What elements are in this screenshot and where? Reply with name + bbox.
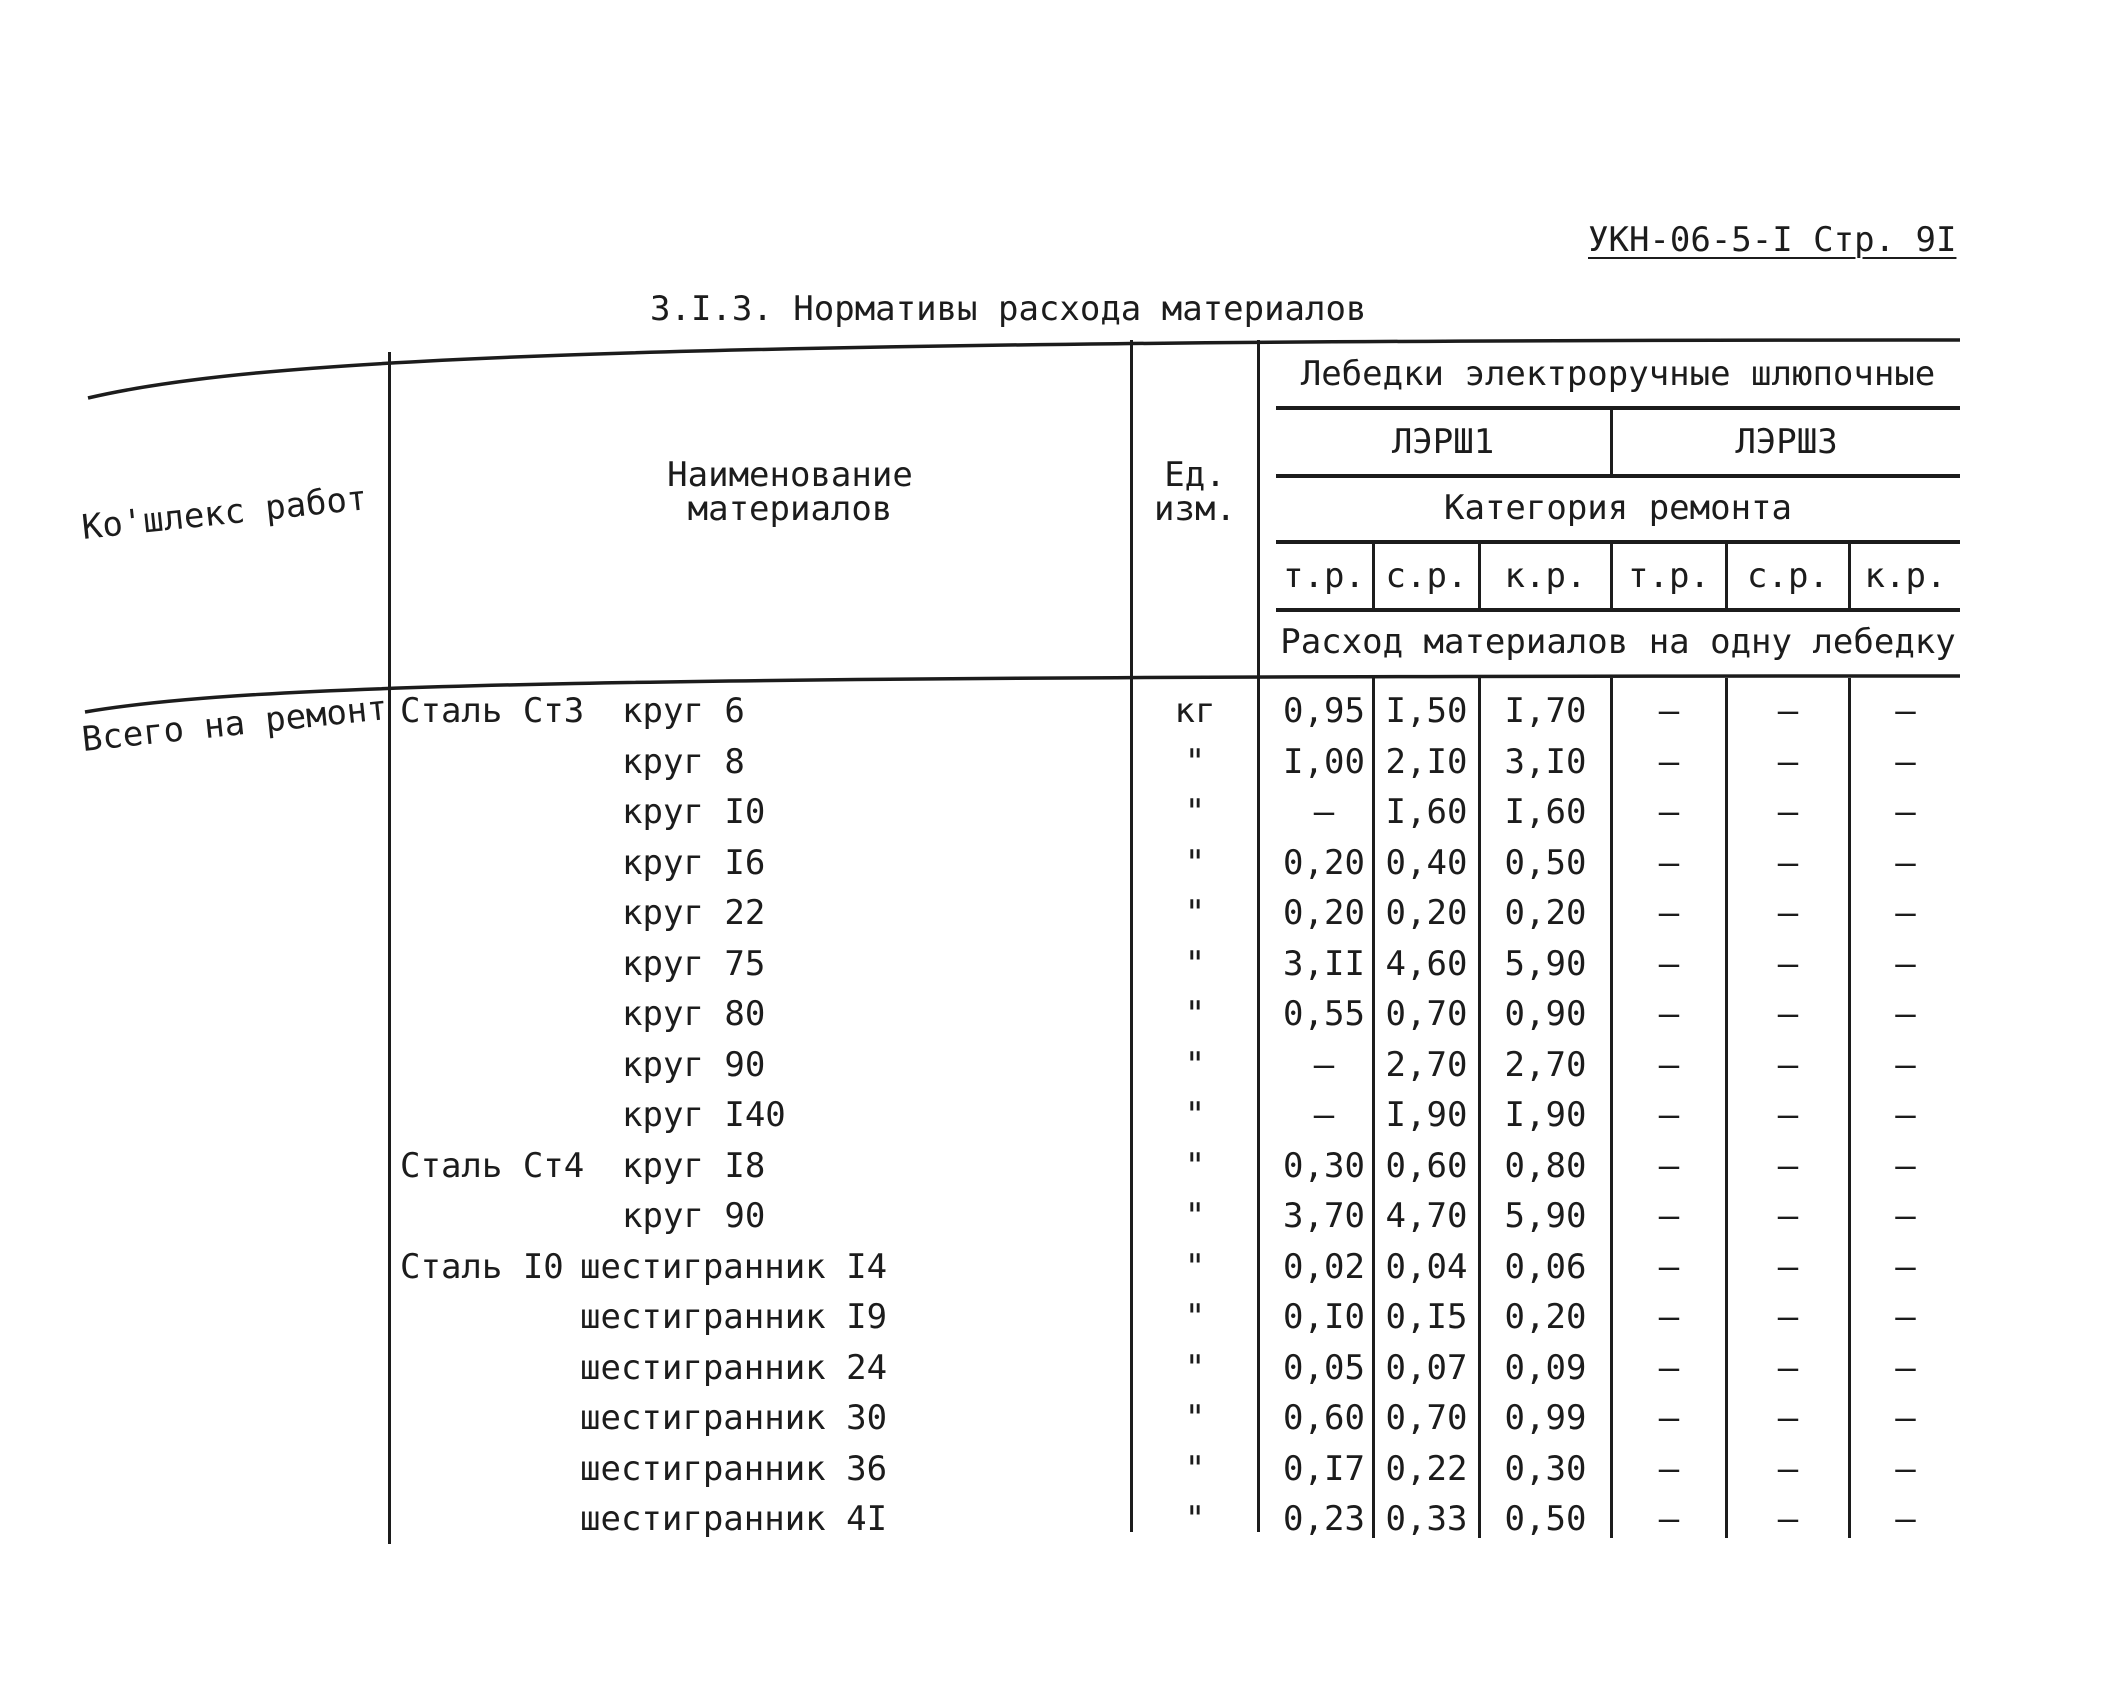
value-cell: 0,23 [1283,1499,1365,1539]
table-row [0,1141,2115,1191]
table-row [0,1292,2115,1342]
value-cell: 0,20 [1504,893,1587,933]
unit-of-measure: " [1184,1297,1206,1337]
value-cell: 0,60 [1385,1145,1468,1186]
material-profile: шестигранник 30 [580,1398,888,1438]
value-cell: – [1895,1499,1916,1539]
unit-of-measure: " [1184,1499,1206,1539]
material-profile: круг 90 [622,1044,766,1085]
material-profile: круг 8 [622,741,745,782]
unit-of-measure: " [1184,1398,1206,1438]
steel-grade: Сталь Ст4 [400,1145,585,1186]
header-material-name: Наименование материалов [667,455,913,529]
unit-of-measure: " [1184,842,1206,883]
value-cell: – [1313,1044,1335,1085]
value-cell: – [1777,1196,1799,1236]
value-cell: – [1895,1398,1916,1438]
value-cell: – [1777,943,1799,984]
value-cell: – [1777,1095,1799,1135]
material-profile: круг 80 [622,994,766,1034]
value-cell: I,90 [1385,1095,1468,1135]
value-cell: – [1895,741,1916,782]
material-profile: круг 6 [622,691,745,731]
unit-of-measure: " [1184,1448,1206,1489]
header-category-2: с.р. [1385,556,1468,596]
header-unit: Ед. изм. [1154,455,1236,529]
value-cell: 0,90 [1504,994,1587,1034]
header-model-2: ЛЭРШ3 [1735,422,1838,462]
value-cell: – [1658,1145,1680,1186]
unit-of-measure: кг [1174,691,1216,731]
value-cell: – [1777,994,1799,1034]
value-cell: – [1658,1095,1680,1135]
value-cell: – [1895,1095,1916,1135]
table-row [0,1444,2115,1494]
material-profile: круг 22 [622,893,766,933]
value-cell: – [1777,1499,1799,1539]
table-row [0,1242,2115,1292]
value-cell: – [1777,1044,1799,1085]
table-row [0,1090,2115,1140]
value-cell: 3,70 [1283,1196,1365,1236]
value-cell: – [1895,1196,1916,1236]
unit-of-measure: " [1184,893,1206,933]
table-row [0,888,2115,938]
value-cell: – [1658,1044,1680,1085]
header-category-1: т.р. [1283,556,1365,596]
table-row [0,1191,2115,1241]
value-cell: 4,70 [1385,1196,1468,1236]
value-cell: 0,20 [1283,842,1365,883]
value-cell: – [1658,1499,1680,1539]
value-cell: 0,02 [1283,1246,1365,1287]
value-cell: 2,I0 [1385,741,1468,782]
value-cell: 0,I7 [1283,1448,1365,1489]
value-cell: – [1777,842,1799,883]
value-cell: – [1895,1297,1916,1337]
value-cell: 0,50 [1504,842,1587,883]
value-cell: 0,40 [1385,842,1468,883]
material-profile: шестигранник 36 [580,1448,888,1489]
value-cell: 0,60 [1283,1398,1365,1438]
rule-group [1276,406,1960,410]
material-profile: круг 90 [622,1196,766,1236]
material-profile: круг I0 [622,792,766,832]
value-cell: 0,I5 [1385,1297,1468,1337]
header-category-6: к.р. [1864,556,1947,596]
unit-of-measure: " [1184,1246,1206,1287]
unit-of-measure: " [1184,1044,1206,1085]
material-profile: шестигранник 24 [580,1347,888,1388]
header-category-5: с.р. [1747,556,1829,596]
table-row [0,989,2115,1039]
value-cell: 0,30 [1504,1448,1587,1489]
value-cell: 5,90 [1504,943,1587,984]
value-cell: – [1895,1044,1916,1085]
value-cell: 0,50 [1504,1499,1587,1539]
value-cell: 0,20 [1504,1297,1587,1337]
rule-models [1276,474,1960,478]
value-cell: 2,70 [1385,1044,1468,1085]
value-cell: 4,60 [1385,943,1468,984]
value-cell: 0,07 [1385,1347,1468,1388]
material-profile: круг I40 [622,1095,786,1135]
rule-category [1276,540,1960,544]
table-row [0,1393,2115,1443]
material-profile: круг I6 [622,842,766,883]
table-row [0,787,2115,837]
unit-of-measure: " [1184,1095,1206,1135]
value-cell: 0,I0 [1283,1297,1365,1337]
table-row [0,939,2115,989]
value-cell: – [1777,792,1799,832]
material-profile: шестигранник I9 [580,1297,888,1337]
value-cell: – [1777,741,1799,782]
value-cell: – [1658,842,1680,883]
value-cell: 0,70 [1385,1398,1468,1438]
value-cell: I,60 [1504,792,1587,832]
value-cell: – [1777,1145,1799,1186]
unit-of-measure: " [1184,1145,1206,1186]
unit-of-measure: " [1184,741,1206,782]
value-cell: – [1895,1246,1916,1287]
value-cell: I,50 [1385,691,1468,731]
value-cell: 0,30 [1283,1145,1365,1186]
value-cell: – [1658,792,1680,832]
value-cell: 0,80 [1504,1145,1587,1186]
material-profile: круг 75 [622,943,766,984]
value-cell: I,90 [1504,1095,1587,1135]
section-title: 3.I.3. Нормативы расхода материалов [650,289,1367,329]
table-row [0,1040,2115,1090]
value-cell: – [1658,1448,1680,1489]
value-cell: 0,05 [1283,1347,1365,1388]
value-cell: 3,I0 [1504,741,1587,782]
value-cell: – [1895,1145,1916,1186]
value-cell: – [1895,792,1916,832]
value-cell: 0,33 [1385,1499,1468,1539]
value-cell: 0,70 [1385,994,1468,1034]
unit-of-measure: " [1184,792,1206,832]
value-cell: – [1777,1246,1799,1287]
value-cell: – [1777,1297,1799,1337]
value-cell: – [1777,691,1799,731]
header-category-4: т.р. [1628,556,1710,596]
value-cell: I,70 [1504,691,1587,731]
value-cell: – [1895,994,1916,1034]
value-cell: 0,22 [1385,1448,1468,1489]
document-reference: УКН-06-5-I Стр. 9I [1588,220,1957,260]
header-complex: Ко'шлекс работ [79,478,370,548]
value-cell: – [1313,792,1335,832]
table-row [0,737,2115,787]
header-repair-category: Категория ремонта [1444,488,1792,528]
value-cell: 0,06 [1504,1246,1587,1287]
value-cell: – [1777,893,1799,933]
unit-of-measure: " [1184,1196,1206,1236]
unit-of-measure: " [1184,994,1206,1034]
table-row [0,686,2115,736]
value-cell: 0,20 [1283,893,1365,933]
value-cell: – [1658,741,1680,782]
value-cell: 0,09 [1504,1347,1587,1388]
value-cell: – [1313,1095,1335,1135]
value-cell: – [1895,1347,1916,1388]
material-profile: шестигранник I4 [580,1246,888,1287]
value-cell: – [1658,994,1680,1034]
table-row [0,1343,2115,1393]
value-cell: – [1658,1297,1680,1337]
value-cell: – [1658,1398,1680,1438]
material-profile: шестигранник 4I [580,1499,888,1539]
header-category-3: к.р. [1504,556,1587,596]
value-cell: – [1895,943,1916,984]
header-model-1: ЛЭРШ1 [1391,422,1495,462]
value-cell: – [1777,1448,1799,1489]
value-cell: 5,90 [1504,1196,1587,1236]
header-consumption: Расход материалов на одну лебедку [1280,622,1956,662]
value-cell: I,60 [1385,792,1468,832]
value-cell: 2,70 [1504,1044,1587,1085]
value-cell: 0,20 [1385,893,1468,933]
value-cell: – [1895,842,1916,883]
value-cell: – [1777,1398,1799,1438]
unit-of-measure: " [1184,1347,1206,1388]
header-group-winches: Лебедки электроручные шлюпочные [1300,354,1936,394]
table-row [0,1494,2115,1544]
value-cell: – [1895,691,1916,731]
value-cell: 0,04 [1385,1246,1468,1287]
value-cell: – [1895,893,1916,933]
value-cell: – [1658,1196,1680,1236]
rule-subcategory [1276,608,1960,612]
value-cell: – [1658,691,1680,731]
value-cell: – [1658,1347,1680,1388]
steel-grade: Сталь I0 [400,1246,564,1287]
value-cell: 0,99 [1504,1398,1587,1438]
value-cell: – [1658,893,1680,933]
material-profile: круг I8 [622,1145,766,1186]
value-cell: – [1895,1448,1916,1489]
value-cell: – [1777,1347,1799,1388]
value-cell: – [1658,1246,1680,1287]
table-row [0,838,2115,888]
complex-total-repair: Всего на ремонт [79,688,390,760]
value-cell: I,00 [1283,741,1365,782]
value-cell: 0,95 [1283,691,1365,731]
value-cell: – [1658,943,1680,984]
value-cell: 0,55 [1283,994,1365,1034]
steel-grade: Сталь Ст3 [400,691,585,731]
value-cell: 3,II [1283,943,1365,984]
unit-of-measure: " [1184,943,1206,984]
